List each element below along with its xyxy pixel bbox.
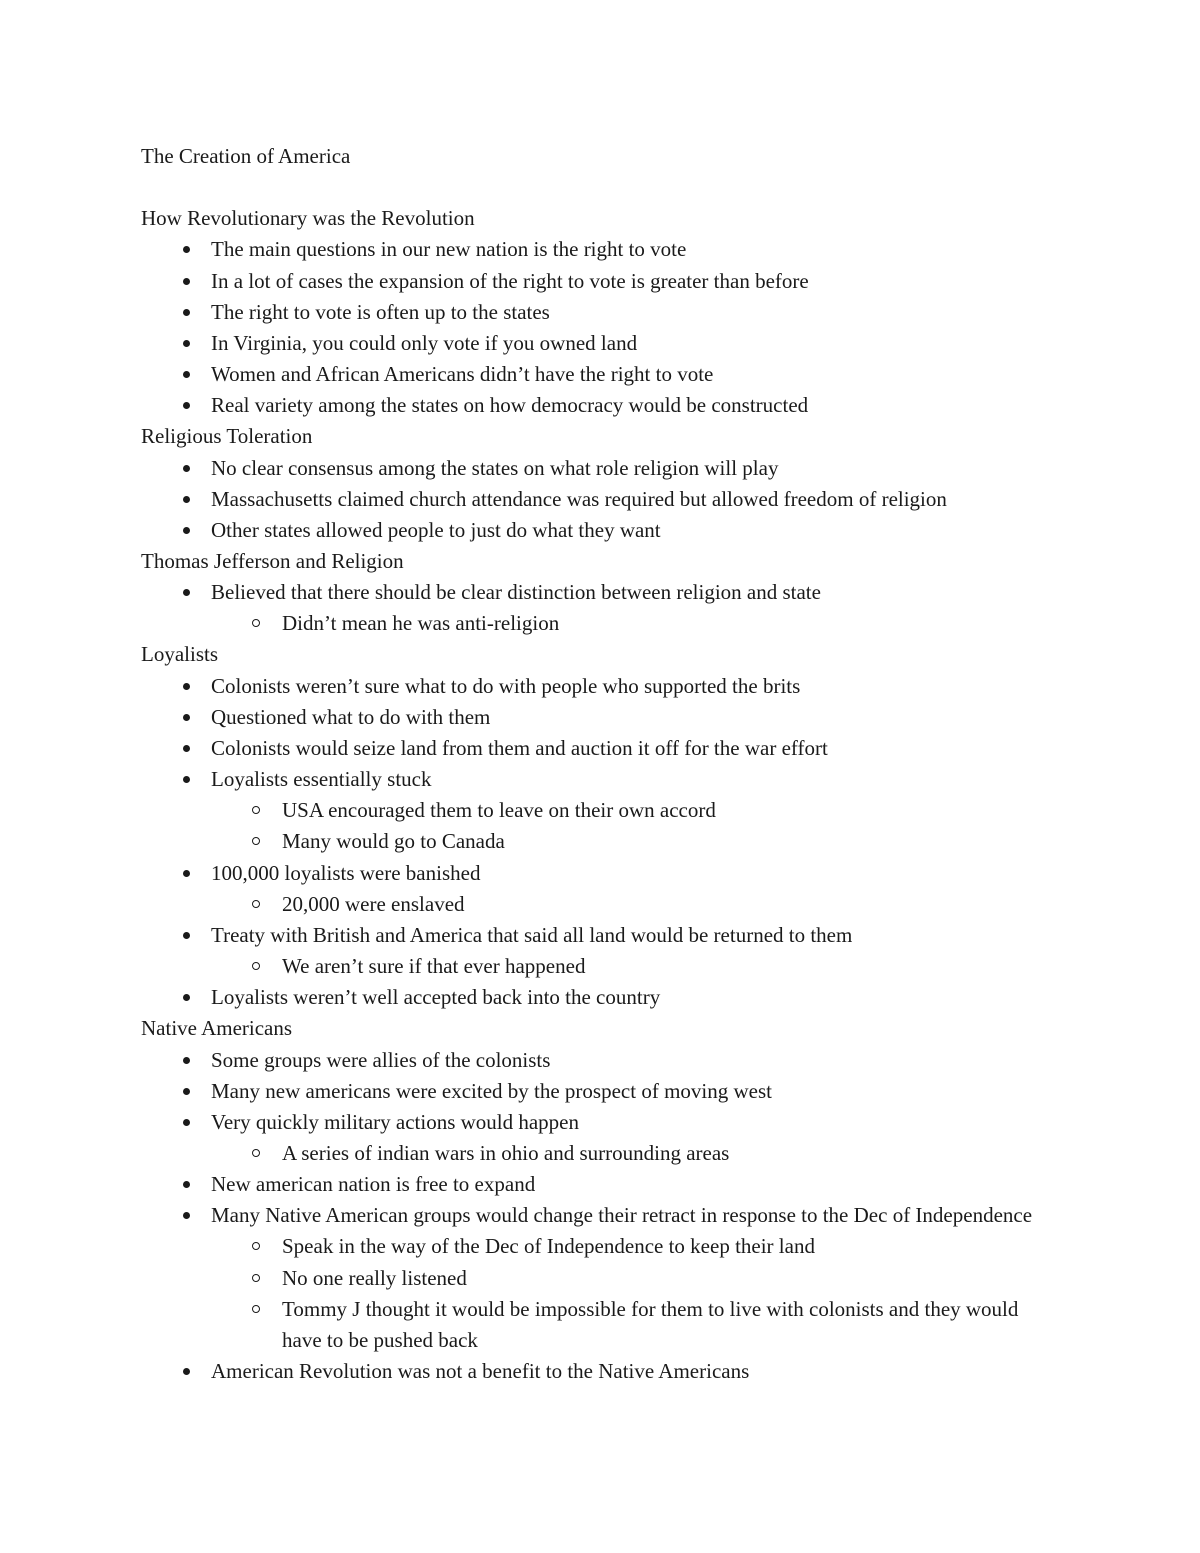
bullet-item [141,920,1061,951]
bullet-text: Treaty with British and America that said all land would be returned to them [211,922,853,947]
bullet-item [141,1107,1061,1138]
bullet-dot-icon [183,465,190,472]
bullet-text: In a lot of cases the expansion of the right to vote is greater than before [211,268,809,293]
notes-body [141,203,1061,1387]
section-heading: Loyalists [141,642,218,667]
sub-bullet-item [141,608,1061,639]
bullet-dot-icon [183,1057,190,1064]
sub-bullet-circle-icon [252,619,260,627]
bullet-dot-icon [183,994,190,1001]
sub-bullet-circle-icon [252,1274,260,1282]
bullet-item [141,1169,1061,1200]
document-page [141,141,1061,1387]
bullet-item [141,733,1061,764]
sub-bullet-item [141,1294,1061,1356]
bullet-text: American Revolution was not a benefit to the Native Americans [211,1359,750,1384]
bullet-text: Many Native American groups would change their retract in response to the Dec of Independence [211,1203,1033,1228]
bullet-dot-icon [183,1212,190,1219]
bullet-dot-icon [183,402,190,409]
bullet-dot-icon [183,589,190,596]
bullet-item [141,359,1061,390]
bullet-item [141,702,1061,733]
sub-bullet-text: Didn’t mean he was anti-religion [282,611,560,636]
section-heading: Religious Toleration [141,424,313,449]
bullet-item [141,1045,1061,1076]
sub-bullet-text: Tommy J thought it would be impossible for them to live with colonists and they would have to be pushed back [282,1296,1019,1352]
sub-bullet-circle-icon [252,900,260,908]
sub-bullet-text: Many would go to Canada [282,829,505,854]
bullet-dot-icon [183,340,190,347]
sub-bullet-text: Speak in the way of the Dec of Independence to keep their land [282,1234,815,1259]
sub-bullet-circle-icon [252,1305,260,1313]
bullet-item [141,484,1061,515]
bullet-item [141,1356,1061,1387]
bullet-dot-icon [183,714,190,721]
bullet-text: Many new americans were excited by the prospect of moving west [211,1078,772,1103]
bullet-item [141,982,1061,1013]
sub-bullet-text: A series of indian wars in ohio and surrounding areas [282,1140,730,1165]
bullet-dot-icon [183,371,190,378]
bullet-dot-icon [183,496,190,503]
sub-bullet-circle-icon [252,1242,260,1250]
bullet-text: 100,000 loyalists were banished [211,860,481,885]
section-heading: How Revolutionary was the Revolution [141,206,475,231]
bullet-item [141,764,1061,795]
bullet-dot-icon [183,745,190,752]
sub-bullet-text: No one really listened [282,1265,467,1290]
bullet-dot-icon [183,870,190,877]
bullet-text: Questioned what to do with them [211,704,491,729]
sub-bullet-item [141,826,1061,857]
bullet-text: Massachusetts claimed church attendance was required but allowed freedom of religion [211,486,947,511]
bullet-text: Real variety among the states on how democracy would be constructed [211,393,809,418]
bullet-dot-icon [183,1119,190,1126]
sub-bullet-item [141,1263,1061,1294]
sub-bullet-item [141,951,1061,982]
bullet-dot-icon [183,1181,190,1188]
bullet-dot-icon [183,527,190,534]
bullet-text: Loyalists weren’t well accepted back into the country [211,985,661,1010]
bullet-text: Women and African Americans didn’t have the right to vote [211,362,714,387]
bullet-dot-icon [183,932,190,939]
bullet-dot-icon [183,309,190,316]
bullet-text: Some groups were allies of the colonists [211,1047,551,1072]
bullet-item [141,858,1061,889]
bullet-dot-icon [183,246,190,253]
sub-bullet-item [141,1231,1061,1262]
bullet-item [141,577,1061,608]
bullet-dot-icon [183,1368,190,1375]
bullet-item [141,515,1061,546]
document-title: The Creation of America [141,144,351,168]
sub-bullet-circle-icon [252,962,260,970]
section-heading: Native Americans [141,1016,293,1041]
sub-bullet-item [141,889,1061,920]
bullet-item [141,266,1061,297]
bullet-dot-icon [183,776,190,783]
bullet-item [141,1200,1061,1231]
bullet-text: No clear consensus among the states on what role religion will play [211,455,779,480]
bullet-text: Believed that there should be clear distinction between religion and state [211,580,821,605]
sub-bullet-circle-icon [252,1149,260,1157]
bullet-dot-icon [183,683,190,690]
bullet-text: Colonists weren’t sure what to do with people who supported the brits [211,673,801,698]
bullet-text: New american nation is free to expand [211,1172,536,1197]
sub-bullet-circle-icon [252,837,260,845]
bullet-text: Other states allowed people to just do what they want [211,517,661,542]
bullet-dot-icon [183,278,190,285]
sub-bullet-text: USA encouraged them to leave on their own accord [282,798,716,823]
bullet-text: The right to vote is often up to the states [211,299,550,324]
bullet-text: In Virginia, you could only vote if you owned land [211,330,638,355]
bullet-text: Colonists would seize land from them and auction it off for the war effort [211,735,828,760]
sub-bullet-item [141,795,1061,826]
bullet-item [141,297,1061,328]
bullet-item [141,328,1061,359]
bullet-item [141,1076,1061,1107]
bullet-item [141,234,1061,265]
bullet-text: Very quickly military actions would happen [211,1109,580,1134]
bullet-dot-icon [183,1088,190,1095]
bullet-text: Loyalists essentially stuck [211,767,432,792]
bullet-item [141,671,1061,702]
sub-bullet-item [141,1138,1061,1169]
section-heading: Thomas Jefferson and Religion [141,549,404,574]
bullet-text: The main questions in our new nation is the right to vote [211,237,687,262]
bullet-item [141,390,1061,421]
sub-bullet-circle-icon [252,806,260,814]
sub-bullet-text: We aren’t sure if that ever happened [282,954,586,979]
bullet-item [141,453,1061,484]
sub-bullet-text: 20,000 were enslaved [282,891,465,916]
